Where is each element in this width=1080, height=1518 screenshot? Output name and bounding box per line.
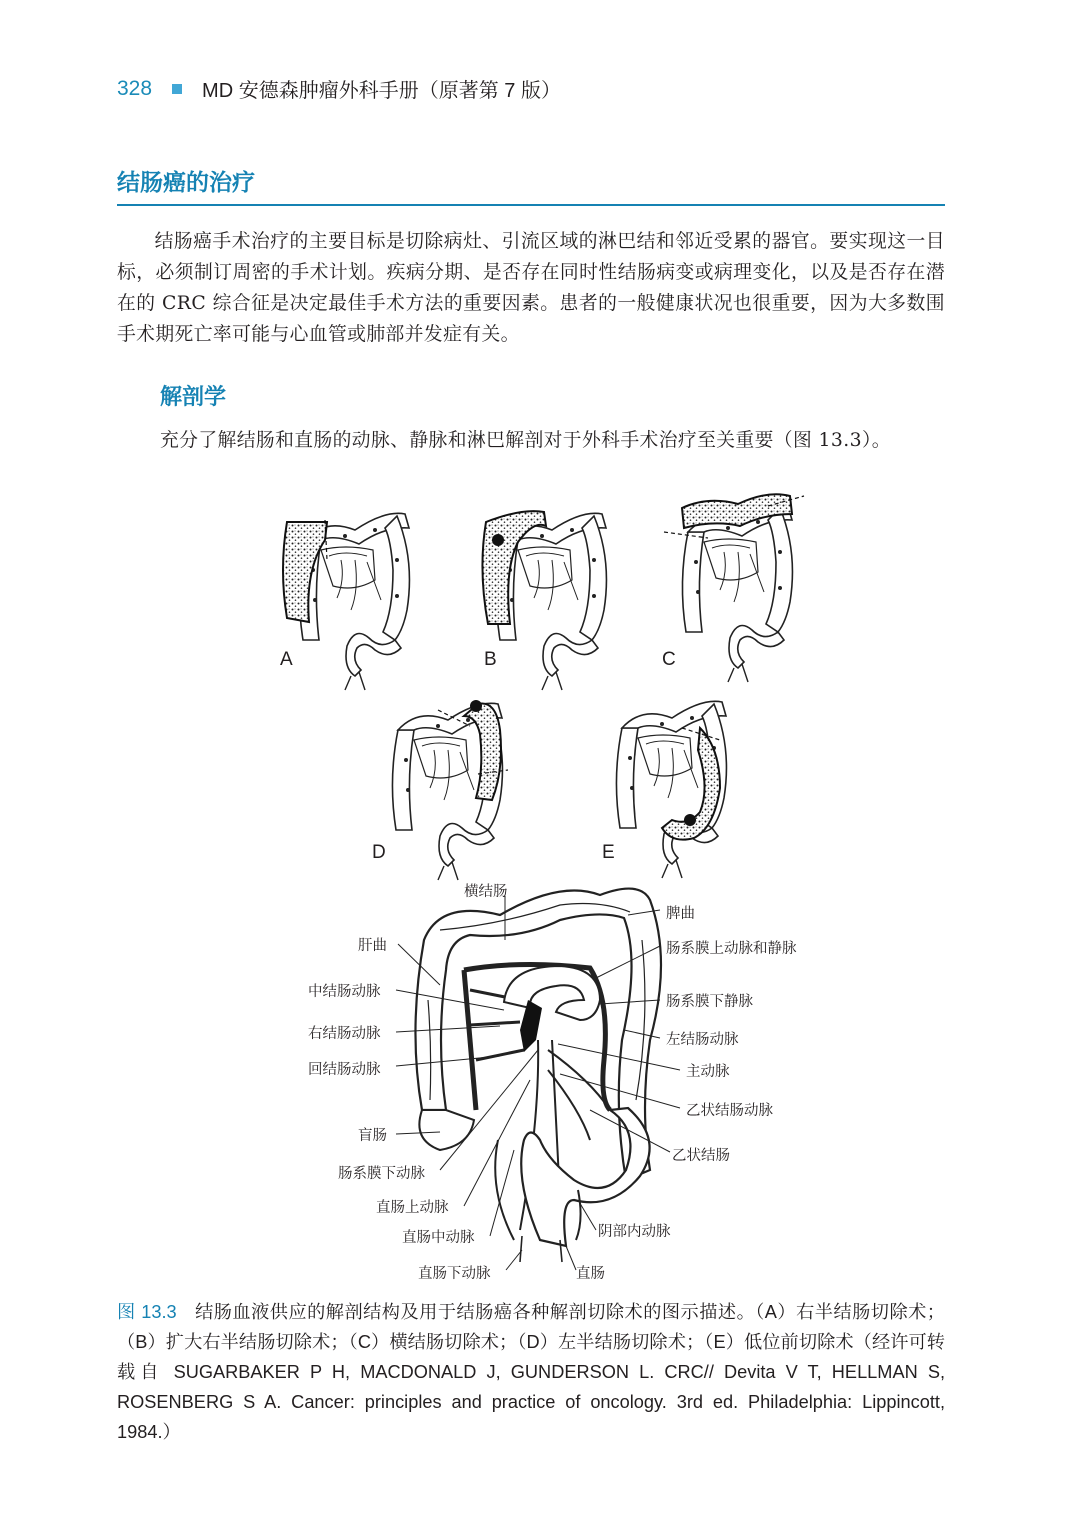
- label-internal-pudendal: 阴部内动脉: [598, 1224, 671, 1240]
- section-title: 结肠癌的治疗: [117, 170, 255, 196]
- subsection-paragraph: 充分了解结肠和直肠的动脉、静脉和淋巴解剖对于外科手术治疗至关重要（图 13.3）。: [160, 430, 891, 451]
- panel-a-label: A: [280, 649, 293, 670]
- section-paragraph: 结肠癌手术治疗的主要目标是切除病灶、引流区域的淋巴结和邻近受累的器官。要实现这一目标，必须制订周密的手术计划。疾病分期、是否存在同时性结肠病变或病理变化，以及是否存在潜在的 CRC 综合征是决定最佳手术方法的重要因素。患者的一般健康状况也很重要，因为大多数围手术期死亡率可能与心血管或肺部并发症有关。: [117, 231, 945, 345]
- panel-c-diagram: [664, 494, 804, 682]
- label-ima: 肠系膜下动脉: [338, 1166, 425, 1182]
- book-title: MD 安德森肿瘤外科手册（原著第 7 版）: [202, 80, 561, 102]
- label-sma-smv: 肠系膜上动脉和静脉: [666, 941, 797, 957]
- page-number: 328: [117, 76, 153, 100]
- label-middle-rectal: 直肠中动脉: [402, 1230, 475, 1246]
- label-splenic-flexure: 脾曲: [666, 906, 695, 922]
- label-sigmoid-colon: 乙状结肠: [672, 1148, 730, 1164]
- caption-text: 结肠血液供应的解剖结构及用于结肠癌各种解剖切除术的图示描述。（A）右半结肠切除术；（B）扩大右半结肠切除术；（C）横结肠切除术；（D）左半结肠切除术；（E）低位前切除术（经许可转载自 SUGARBAKER P H, MACDONALD J, GUNDERSON L. CRC// Devita V T, HELLMAN S, ROSENBERG S A. Cancer: principles and practice of oncology. 3rd ed. Philadelphia: Lippincott, 1984.）: [117, 1302, 945, 1442]
- panel-b-diagram: [482, 511, 606, 690]
- label-right-colic: 右结肠动脉: [308, 1026, 381, 1042]
- label-superior-rectal: 直肠上动脉: [376, 1200, 449, 1216]
- caption-number: 图 13.3: [117, 1302, 177, 1322]
- panel-d-diagram: [392, 700, 508, 880]
- label-cecum: 盲肠: [358, 1128, 387, 1144]
- label-imv: 肠系膜下静脉: [666, 994, 753, 1010]
- subsection-title: 解剖学: [160, 385, 227, 410]
- figure-caption: [117, 1297, 945, 1447]
- label-rectum: 直肠: [576, 1266, 605, 1282]
- label-aorta: 主动脉: [686, 1064, 730, 1080]
- anatomy-diagram: [308, 882, 797, 1282]
- panel-d-label: D: [372, 842, 386, 863]
- label-hepatic-flexure: 肝曲: [358, 938, 387, 954]
- label-ileocolic: 回结肠动脉: [308, 1062, 381, 1078]
- panel-c-label: C: [662, 649, 676, 670]
- panel-a-diagram: [283, 513, 409, 690]
- panel-b-label: B: [484, 649, 497, 670]
- label-transverse-colon: 横结肠: [464, 884, 508, 900]
- label-sigmoid-arteries: 乙状结肠动脉: [686, 1103, 773, 1119]
- label-middle-colic: 中结肠动脉: [308, 984, 381, 1000]
- panel-e-diagram: [616, 701, 726, 878]
- label-inferior-rectal: 直肠下动脉: [418, 1266, 491, 1282]
- panel-e-label: E: [602, 842, 615, 863]
- label-left-colic: 左结肠动脉: [666, 1032, 739, 1048]
